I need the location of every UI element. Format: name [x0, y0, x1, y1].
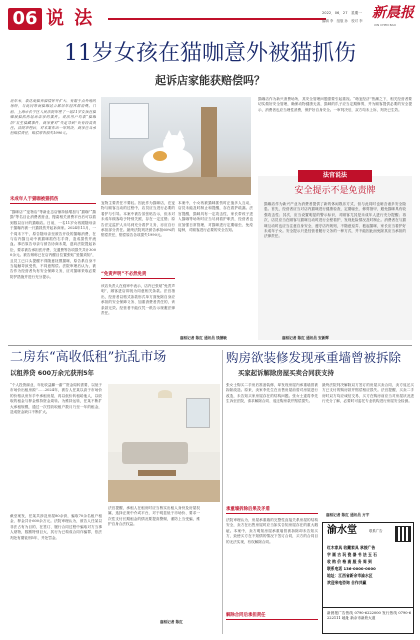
ad-title: 渝水堂 — [327, 525, 357, 536]
box-byline: 鹿柏记者 陈红 通讯员 安新辉 — [282, 336, 329, 340]
editor-line: 编辑 李 组版 孙 校对 李 — [322, 19, 363, 23]
lead-subsection: 未成年人于猫咖被猫抓伤 — [10, 197, 59, 202]
right-byline: 鹿柏记者 陈红 通讯员 方宇 — [326, 513, 370, 517]
section-title: 说 法 — [46, 8, 95, 29]
lead-body-col4: 猫咖店作为新兴消费场所，其安全管理问题需要引起重视。“萌宠经济”热潮之下，相关经营者要切实做好安全管理，确保动物健康无害，猫咪的爪子应当定期修剪，并为顾客提供必要的安全提示，消费者也应当理性消费，保护好自身安全。一审判决后，双方均未上诉，判决已生效。 — [258, 97, 412, 112]
ad-line-6: 欢迎来电咨询 合作共赢 — [327, 580, 367, 585]
column-divider — [222, 350, 223, 634]
photo-cat-spot — [153, 151, 167, 161]
right-body3: 最终法院判决解除双方签订的房屋买卖合同，卖方返还买方已支付的购房款并赔偿相应损失。法官提醒，买卖二手房时双方均应诚信交易，买方在购房前应当对房屋状况进行充分了解，必要时可委托专业机构进行房屋安全检测。 — [322, 383, 414, 404]
photo-sofa — [122, 442, 188, 464]
lead-body-col3: 本案中，小女孩被猫咪抓伤时正值多人互动，店员未能及时制止和提醒，存在看护疏漏。法官提醒，猫咪具有一定攻击性，家长带孩子进入猫咖等场所时应当尽到看护职责，经营者也应加强日常管理，对猫咪进行定期驱虫、免疫接种，对顾客进行必要的安全告知。 — [178, 201, 253, 233]
lead-intro: 近年来，表达爱猫养猫情怀并扩大、有限于点外地的场所，与此同等而猫咖适合都居年轻客群消费。日前，上海市长宁区人民法院审理了一起11岁女孩在猫咖被猫抓伤起诉店家的案件。说法用户均表“猫咖馆”发生猫藏事件，商家要对“失足导致”负有较高责任。法院审理后，对本案作出一审判决，商家应当承担赔偿责任，赔偿原告损失1990元。 — [10, 99, 96, 136]
right-subsection2: 解除合同后承担责任 — [226, 613, 266, 618]
left-headline: 二房东“高收低租”抗乱市场 — [10, 350, 167, 365]
date-line: 2022．06．27 星期一 — [322, 11, 362, 15]
photo-floor2 — [108, 480, 220, 502]
ad-footer-rule — [323, 607, 413, 608]
ad-qr-icon — [395, 526, 411, 542]
ad-line-5: 地址：江西省新余市渝水区 — [327, 573, 373, 578]
lead-headline: 11岁女孩在猫咖意外被猫抓伤 — [64, 41, 356, 66]
right-subhead: 买家起诉解除房屋买卖合同获支持 — [238, 369, 334, 377]
page-number-badge: 06 — [8, 8, 42, 30]
ad-line-1: 红木家具 收藏家具 承接广告 — [327, 545, 376, 550]
photo-table — [138, 470, 176, 476]
lead-byline: 鹿柏记者 陈红 通讯员 钱德敏 — [180, 336, 227, 340]
right-subsection2-rule — [226, 619, 318, 620]
lead-subsection-rule — [10, 203, 96, 204]
right-subsection1-rule — [226, 513, 318, 514]
section-divider — [8, 345, 412, 346]
photo-cat-ear-left — [165, 130, 173, 138]
lead-body-col2b: 该店负责人在庭审中表示，店内已张贴“免责声明”，顾客进店即视为同意相关条款。法官指出，经营者以格式条款形式单方面免除自身应承担的安全保障义务、加重消费者责任的，该条款无效。经营者不能仅凭一纸告示规避法律责任。 — [101, 284, 175, 316]
ad-block[interactable] — [322, 522, 414, 634]
lead-body-col2: 宠物主要责任不要轻。因此作为猫咪店，在宠物与顾客互动的过程中，店员应当进行必要的看护与引导。本案中被告虽张贴告示，但未对未成年顾客给予特别关照，存在一定过错；原告法定监护人未尽到充分看护义务，亦应自行承担部分责任。最终法院判决被告承担60%的赔偿责任，赔偿原告各项损失1990元。 — [101, 201, 175, 238]
box-title-badge: 法官说法 — [298, 170, 372, 182]
left-body3: 法官提醒，承租人在租房时应当核实出租人身份及房屋权属，选择正规中介或平台，对于明显低于市场价、要求一次性支付长期租金的情况要提高警惕，谨防上当受骗，维护自身合法权益。 — [108, 506, 200, 527]
photo-cat-ear-right — [176, 130, 184, 138]
box-text: 猫咖店作为新兴产业为消费者提供了新的休闲娱乐方式，但与此同时也暗含诸多安全隐患。首先，经营者应当对店内猫咪进行健康检查，定期驱虫、修剪指甲，避免猫咪具有较强攻击性；其次，应当设置明显的警示标识，对顾客尤其是未成年人进行充分提醒；再次，店员应当在顾客与猫咪互动时进行全程看护，发现危险情况及时制止。消费者在与猫咪互动时也应当注意自身安全，遵守店内规则，不随意逗弄、抱起猫咪，家长应当看护好未成年子女。安全提示只是经营者履行义务的一种方式，并不能因此而免除其应当承担的法律责任。 — [264, 202, 406, 239]
ad-line-2: 字 画 古 玩 瓷 器 书 法 玉 石 — [327, 552, 377, 557]
brand-subtitle: XIN CHEN BAO — [374, 23, 397, 27]
box-headline: 安全提示不是免责牌 — [294, 186, 376, 196]
left-body1: “个人投资副业，年化收益翻一番”“资金周转需要，以低于市场价出租房源”……2024年，被告人任某以高于市场价的价格从房东手中承租房屋，再以低价转租给他人，以收取的租金与押金维持资金周转。为维持运转，任某不断扩大承租规模，通过一次性收取租户数月乃至一年的租金，造成资金缺口不断扩大。 — [10, 383, 102, 415]
left-body2: 截至案发，任某共涉及房屋80余套，骗取70余名租户租金、押金共计600余万元。法院审理认为，被告人任某以非法占有为目的，在签订、履行合同过程中骗取对方当事人财物，数额特别巨大，其行为已构成合同诈骗罪，依法判处有期徒刑5年，并处罚金。 — [10, 514, 102, 540]
lead-subsection2: “免责声明”不必然免责 — [101, 272, 147, 277]
photo-lamp — [158, 390, 172, 398]
cat-cafe-photo — [101, 97, 251, 195]
right-body1: 张女士购买二手房后准备装修，却发现房屋内承重墙曾被拆除改造。原来，卖家李先生在出售房屋前曾对房屋进行改造，未告知买家房屋存在的结构问题。张女士遂将李先生诉至法院，请求解除合同、返还购房款并赔偿损失。 — [226, 383, 318, 404]
brand-logo: 新晨报 — [372, 5, 414, 21]
photo-window2 — [186, 398, 210, 428]
right-subsection1: 承重墙拆除后果及矛盾 — [226, 507, 270, 512]
masthead-rule — [108, 18, 326, 20]
lead-subsection2-rule — [101, 278, 175, 279]
ad-subtitle: 联系广告 — [369, 529, 383, 533]
lead-body-col1: “猫咪店”“宠物店”等新业态店铺持续增加与“猫咖”“撸猫”等名目让消费者营业，搜索相关消费平台后可以看到数以百计的猫咖店。日前，一名11岁女孩跟随母亲于猫咖内被一只猫抓伤并起诉商家。2024年11月，一个周末下午，原告随母亲至被告开设的猫咖消费，在与店内猫互动中被猫咪抓伤右手背，造成损伤并流血。事后原告母亲与被告协商未果，遂向法院提起诉讼，要求被告承担医疗费、交通费等各项损失共计3000余元。被告辩称已在店内醒目位置张贴“爱猫须知”，且员工已口头提醒不得随意抚摸猫咪，原告系自身不当接触导致受伤，不同意赔偿。法院审理后认为，被告作为经营者负有安全保障义务，应对猫咪采取必要防护措施并进行充分提示。 — [10, 210, 96, 279]
left-subhead: 以租养贷 600万余元获刑5年 — [10, 369, 94, 377]
ad-footer: 新晨报广告热线 0790-6222000 发行热线 0790-6222111 地址 新余市新欣大道 — [327, 611, 411, 621]
ad-line-4: 联系电话 136-0000-0000 — [327, 566, 376, 571]
photo-floor — [101, 177, 251, 195]
apartment-photo — [108, 384, 220, 502]
left-byline: 鹿柏记者 陈红 — [160, 620, 183, 624]
photo-window — [109, 103, 149, 139]
right-headline: 购房欲装修发现承重墙曾被拆除 — [226, 350, 402, 365]
right-body2: 法院审理认为，房屋承重墙的完整性直接关系房屋的结构安全，卖方在出售房屋时应当如实告知房屋存在的重大瑕疵。本案中，卖方明知房屋承重墙曾被拆除却未告知买方，致使买方在不知情的情况下签订合同，买方的合同目的无法实现，有权解除合同。 — [226, 518, 318, 544]
ad-line-3: 收 购 价 格 高 服 务 周 到 — [327, 559, 372, 564]
lead-subhead: 起诉店家能获赔偿吗？ — [155, 74, 265, 87]
judge-advice-box — [258, 172, 412, 340]
